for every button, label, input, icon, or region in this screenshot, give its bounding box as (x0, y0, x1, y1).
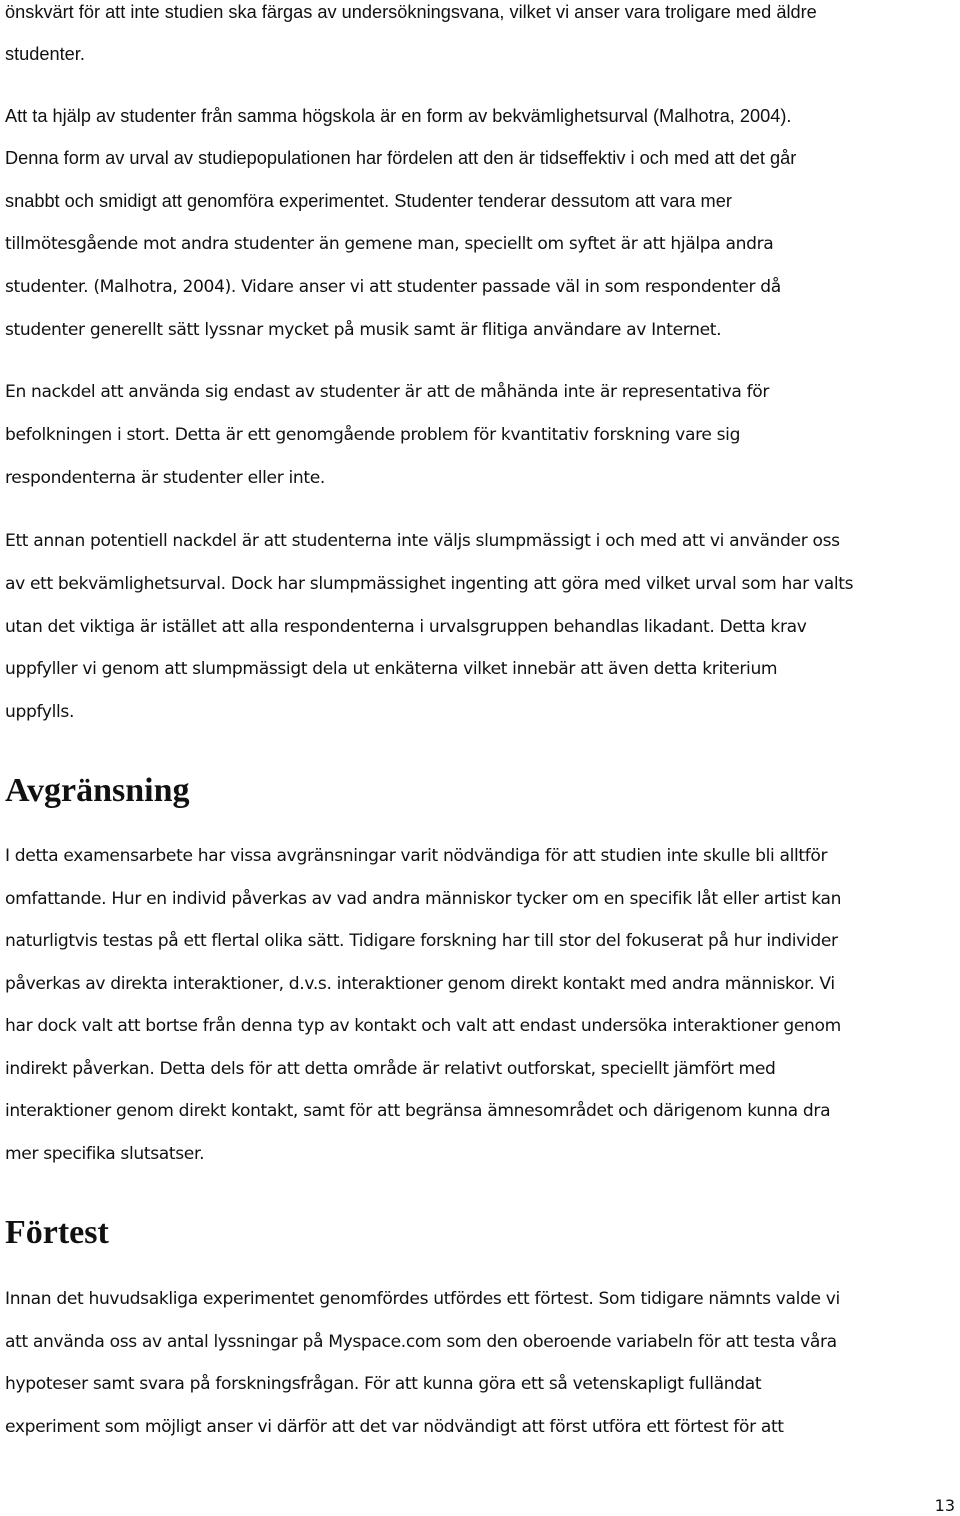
text-line: indirekt påverkan. Detta dels för att detta område är relativt outforskat, speciellt jämfört med (5, 1059, 776, 1079)
page-number: 13 (934, 1496, 955, 1515)
text-line: av ett bekvämlighetsurval. Dock har slumpmässighet ingenting att göra med vilket urval som har valts (5, 574, 854, 594)
text-line: hypoteser samt svara på forskningsfrågan. För att kunna göra ett så vetenskapligt fulländat (5, 1374, 762, 1394)
text-line: interaktioner genom direkt kontakt, samt för att begränsa ämnesområdet och därigenom kunna dra (5, 1101, 831, 1121)
text-line: Ett annan potentiell nackdel är att studenterna inte väljs slumpmässigt i och med att vi använder oss (5, 531, 840, 551)
text-line: uppfyller vi genom att slumpmässigt dela ut enkäterna vilket innebär att även detta kriterium (5, 659, 778, 679)
text-line: önskvärt för att inte studien ska färgas av undersökningsvana, vilket vi anser vara troligare med äldre (5, 2, 817, 22)
section-heading: Avgränsning (5, 772, 190, 809)
text-line: Denna form av urval av studiepopulationen har fördelen att den är tidseffektiv i och med att det går (5, 148, 797, 168)
section-heading: Förtest (5, 1214, 109, 1251)
text-line: I detta examensarbete har vissa avgränsningar varit nödvändiga för att studien inte skulle bli alltför (5, 846, 828, 866)
text-line: snabbt och smidigt att genomföra experimentet. Studenter tenderar dessutom att vara mer (5, 191, 732, 211)
text-line: tillmötesgående mot andra studenter än gemene man, speciellt om syftet är att hjälpa andra (5, 234, 774, 254)
text-line: naturligtvis testas på ett flertal olika sätt. Tidigare forskning har till stor del fokuserat på hur individer (5, 931, 838, 951)
text-line: påverkas av direkta interaktioner, d.v.s. interaktioner genom direkt kontakt med andra människor. Vi (5, 974, 835, 994)
text-line: mer specifika slutsatser. (5, 1144, 205, 1164)
text-line: omfattande. Hur en individ påverkas av vad andra människor tycker om en specifik låt eller artist kan (5, 889, 842, 909)
text-line: respondenterna är studenter eller inte. (5, 468, 325, 488)
text-line: uppfylls. (5, 702, 75, 722)
text-line: Innan det huvudsakliga experimentet genomfördes utfördes ett förtest. Som tidigare nämnts valde vi (5, 1289, 840, 1309)
text-line: befolkningen i stort. Detta är ett genomgående problem för kvantitativ forskning vare sig (5, 425, 741, 445)
text-line: utan det viktiga är istället att alla respondenterna i urvalsgruppen behandlas likadant. Detta krav (5, 617, 807, 637)
text-line: att använda oss av antal lyssningar på Myspace.com som den oberoende variabeln för att testa våra (5, 1332, 837, 1352)
text-line: studenter generellt sätt lyssnar mycket på musik samt är flitiga användare av Internet. (5, 320, 722, 340)
text-line: studenter. (Malhotra, 2004). Vidare anser vi att studenter passade väl in som respondenter då (5, 277, 781, 297)
text-line: har dock valt att bortse från denna typ av kontakt och valt att endast undersöka interaktioner genom (5, 1016, 841, 1036)
text-line: Att ta hjälp av studenter från samma högskola är en form av bekvämlighetsurval (Malhotra, 2004). (5, 106, 792, 126)
text-line: En nackdel att använda sig endast av studenter är att de måhända inte är representativa för (5, 382, 770, 402)
text-line: studenter. (5, 44, 85, 64)
text-line: experiment som möjligt anser vi därför att det var nödvändigt att först utföra ett förtest för att (5, 1417, 784, 1437)
